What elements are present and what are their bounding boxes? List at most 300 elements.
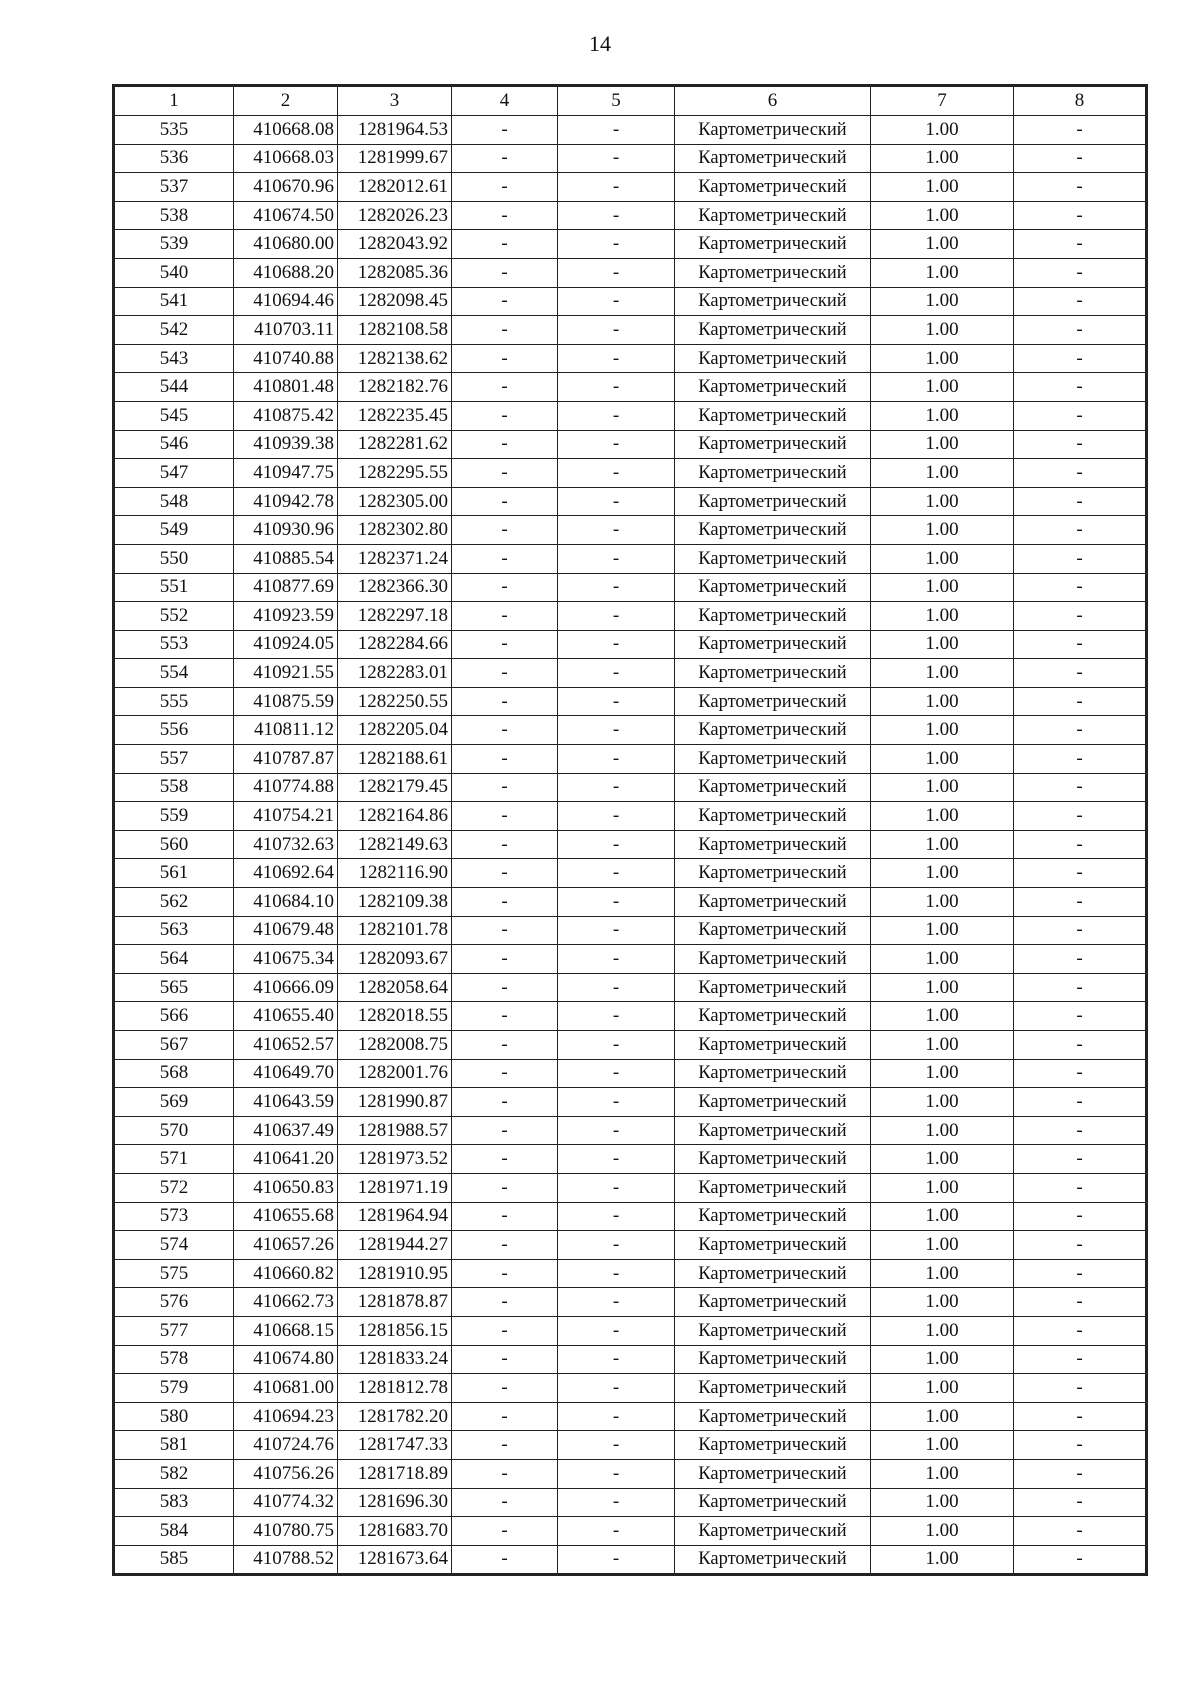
column-4-cell: - <box>452 116 558 145</box>
column-5-cell: - <box>558 1116 675 1145</box>
x-coordinate-cell: 410668.15 <box>234 1316 338 1345</box>
accuracy-cell: 1.00 <box>871 659 1014 688</box>
table-row <box>115 945 1146 974</box>
x-coordinate-cell: 410680.00 <box>234 230 338 259</box>
point-number-cell: 565 <box>115 973 234 1002</box>
table-row <box>115 716 1146 745</box>
column-4-cell: - <box>452 773 558 802</box>
accuracy-cell: 1.00 <box>871 201 1014 230</box>
column-4-cell: - <box>452 344 558 373</box>
table-row <box>115 745 1146 774</box>
method-cell: Картометрический <box>675 773 871 802</box>
y-coordinate-cell: 1282093.67 <box>338 945 452 974</box>
x-coordinate-cell: 410649.70 <box>234 1059 338 1088</box>
method-cell: Картометрический <box>675 1173 871 1202</box>
table-row <box>115 888 1146 917</box>
y-coordinate-cell: 1282085.36 <box>338 258 452 287</box>
point-number-cell: 556 <box>115 716 234 745</box>
point-number-cell: 559 <box>115 802 234 831</box>
method-cell: Картометрический <box>675 1459 871 1488</box>
column-5-cell: - <box>558 802 675 831</box>
y-coordinate-cell: 1281718.89 <box>338 1459 452 1488</box>
x-coordinate-cell: 410660.82 <box>234 1259 338 1288</box>
y-coordinate-cell: 1281747.33 <box>338 1431 452 1460</box>
method-cell: Картометрический <box>675 1031 871 1060</box>
column-4-cell: - <box>452 1316 558 1345</box>
column-5-cell: - <box>558 287 675 316</box>
method-cell: Картометрический <box>675 1545 871 1574</box>
method-cell: Картометрический <box>675 1088 871 1117</box>
method-cell: Картометрический <box>675 888 871 917</box>
column-8-cell: - <box>1014 1345 1146 1374</box>
column-8-cell: - <box>1014 773 1146 802</box>
y-coordinate-cell: 1282149.63 <box>338 830 452 859</box>
column-8-cell: - <box>1014 201 1146 230</box>
x-coordinate-cell: 410652.57 <box>234 1031 338 1060</box>
x-coordinate-cell: 410681.00 <box>234 1374 338 1403</box>
column-8-cell: - <box>1014 745 1146 774</box>
column-8-cell: - <box>1014 859 1146 888</box>
column-8-cell: - <box>1014 1431 1146 1460</box>
accuracy-cell: 1.00 <box>871 1002 1014 1031</box>
y-coordinate-cell: 1282164.86 <box>338 802 452 831</box>
table-row <box>115 659 1146 688</box>
column-8-cell: - <box>1014 401 1146 430</box>
column-8-cell: - <box>1014 1459 1146 1488</box>
column-4-cell: - <box>452 716 558 745</box>
column-8-cell: - <box>1014 1316 1146 1345</box>
y-coordinate-cell: 1282138.62 <box>338 344 452 373</box>
x-coordinate-cell: 410774.88 <box>234 773 338 802</box>
y-coordinate-cell: 1282101.78 <box>338 916 452 945</box>
accuracy-cell: 1.00 <box>871 516 1014 545</box>
column-4-cell: - <box>452 1031 558 1060</box>
column-8-cell: - <box>1014 144 1146 173</box>
y-coordinate-cell: 1281833.24 <box>338 1345 452 1374</box>
coordinates-table <box>114 86 1146 1574</box>
column-5-cell: - <box>558 1231 675 1260</box>
table-row <box>115 630 1146 659</box>
column-8-cell: - <box>1014 573 1146 602</box>
column-4-cell: - <box>452 201 558 230</box>
column-5-cell: - <box>558 1431 675 1460</box>
table-row <box>115 430 1146 459</box>
column-4-cell: - <box>452 1202 558 1231</box>
column-4-cell: - <box>452 1459 558 1488</box>
point-number-cell: 581 <box>115 1431 234 1460</box>
column-5-cell: - <box>558 1259 675 1288</box>
y-coordinate-cell: 1282297.18 <box>338 602 452 631</box>
table-row <box>115 1545 1146 1574</box>
accuracy-cell: 1.00 <box>871 859 1014 888</box>
table-row <box>115 230 1146 259</box>
method-cell: Картометрический <box>675 544 871 573</box>
table-row <box>115 1431 1146 1460</box>
accuracy-cell: 1.00 <box>871 973 1014 1002</box>
table-row <box>115 1459 1146 1488</box>
x-coordinate-cell: 410811.12 <box>234 716 338 745</box>
y-coordinate-cell: 1281782.20 <box>338 1402 452 1431</box>
x-coordinate-cell: 410694.46 <box>234 287 338 316</box>
column-8-cell: - <box>1014 716 1146 745</box>
y-coordinate-cell: 1281990.87 <box>338 1088 452 1117</box>
accuracy-cell: 1.00 <box>871 401 1014 430</box>
table-row <box>115 1031 1146 1060</box>
column-5-cell: - <box>558 687 675 716</box>
method-cell: Картометрический <box>675 973 871 1002</box>
column-4-cell: - <box>452 1059 558 1088</box>
accuracy-cell: 1.00 <box>871 888 1014 917</box>
method-cell: Картометрический <box>675 1488 871 1517</box>
point-number-cell: 555 <box>115 687 234 716</box>
accuracy-cell: 1.00 <box>871 745 1014 774</box>
column-8-cell: - <box>1014 1031 1146 1060</box>
method-cell: Картометрический <box>675 745 871 774</box>
accuracy-cell: 1.00 <box>871 1431 1014 1460</box>
method-cell: Картометрический <box>675 344 871 373</box>
method-cell: Картометрический <box>675 316 871 345</box>
table-body <box>115 116 1146 1574</box>
point-number-cell: 542 <box>115 316 234 345</box>
table-row <box>115 144 1146 173</box>
y-coordinate-cell: 1282116.90 <box>338 859 452 888</box>
x-coordinate-cell: 410692.64 <box>234 859 338 888</box>
table-row <box>115 173 1146 202</box>
x-coordinate-cell: 410641.20 <box>234 1145 338 1174</box>
x-coordinate-cell: 410674.80 <box>234 1345 338 1374</box>
method-cell: Картометрический <box>675 1059 871 1088</box>
column-8-cell: - <box>1014 287 1146 316</box>
accuracy-cell: 1.00 <box>871 230 1014 259</box>
column-5-cell: - <box>558 1402 675 1431</box>
column-8-cell: - <box>1014 487 1146 516</box>
accuracy-cell: 1.00 <box>871 830 1014 859</box>
point-number-cell: 537 <box>115 173 234 202</box>
column-8-cell: - <box>1014 1545 1146 1574</box>
column-5-cell: - <box>558 1088 675 1117</box>
y-coordinate-cell: 1281910.95 <box>338 1259 452 1288</box>
accuracy-cell: 1.00 <box>871 1316 1014 1345</box>
method-cell: Картометрический <box>675 116 871 145</box>
column-header: 6 <box>675 87 871 116</box>
accuracy-cell: 1.00 <box>871 487 1014 516</box>
point-number-cell: 548 <box>115 487 234 516</box>
method-cell: Картометрический <box>675 401 871 430</box>
column-8-cell: - <box>1014 1002 1146 1031</box>
table-row <box>115 1517 1146 1546</box>
point-number-cell: 585 <box>115 1545 234 1574</box>
x-coordinate-cell: 410877.69 <box>234 573 338 602</box>
y-coordinate-cell: 1281944.27 <box>338 1231 452 1260</box>
table-row <box>115 201 1146 230</box>
column-4-cell: - <box>452 1288 558 1317</box>
x-coordinate-cell: 410674.50 <box>234 201 338 230</box>
table-row <box>115 1259 1146 1288</box>
column-4-cell: - <box>452 1345 558 1374</box>
table-row <box>115 1059 1146 1088</box>
column-8-cell: - <box>1014 258 1146 287</box>
y-coordinate-cell: 1282001.76 <box>338 1059 452 1088</box>
x-coordinate-cell: 410668.08 <box>234 116 338 145</box>
table-row <box>115 487 1146 516</box>
x-coordinate-cell: 410662.73 <box>234 1288 338 1317</box>
x-coordinate-cell: 410787.87 <box>234 745 338 774</box>
column-8-cell: - <box>1014 1088 1146 1117</box>
table-row <box>115 1231 1146 1260</box>
y-coordinate-cell: 1282281.62 <box>338 430 452 459</box>
accuracy-cell: 1.00 <box>871 687 1014 716</box>
column-8-cell: - <box>1014 1059 1146 1088</box>
y-coordinate-cell: 1281973.52 <box>338 1145 452 1174</box>
table-row <box>115 973 1146 1002</box>
table-row <box>115 802 1146 831</box>
method-cell: Картометрический <box>675 1145 871 1174</box>
column-5-cell: - <box>558 1202 675 1231</box>
method-cell: Картометрический <box>675 287 871 316</box>
column-5-cell: - <box>558 716 675 745</box>
accuracy-cell: 1.00 <box>871 1259 1014 1288</box>
point-number-cell: 546 <box>115 430 234 459</box>
method-cell: Картометрический <box>675 602 871 631</box>
table-row <box>115 916 1146 945</box>
x-coordinate-cell: 410921.55 <box>234 659 338 688</box>
column-4-cell: - <box>452 745 558 774</box>
x-coordinate-cell: 410875.42 <box>234 401 338 430</box>
x-coordinate-cell: 410670.96 <box>234 173 338 202</box>
y-coordinate-cell: 1281878.87 <box>338 1288 452 1317</box>
column-4-cell: - <box>452 916 558 945</box>
column-5-cell: - <box>558 344 675 373</box>
accuracy-cell: 1.00 <box>871 430 1014 459</box>
column-4-cell: - <box>452 1116 558 1145</box>
accuracy-cell: 1.00 <box>871 1545 1014 1574</box>
y-coordinate-cell: 1282371.24 <box>338 544 452 573</box>
accuracy-cell: 1.00 <box>871 1173 1014 1202</box>
table-row <box>115 373 1146 402</box>
x-coordinate-cell: 410754.21 <box>234 802 338 831</box>
y-coordinate-cell: 1282205.04 <box>338 716 452 745</box>
column-5-cell: - <box>558 573 675 602</box>
method-cell: Картометрический <box>675 1259 871 1288</box>
column-5-cell: - <box>558 258 675 287</box>
column-5-cell: - <box>558 173 675 202</box>
column-4-cell: - <box>452 1002 558 1031</box>
x-coordinate-cell: 410684.10 <box>234 888 338 917</box>
point-number-cell: 553 <box>115 630 234 659</box>
column-4-cell: - <box>452 1517 558 1546</box>
point-number-cell: 573 <box>115 1202 234 1231</box>
column-8-cell: - <box>1014 973 1146 1002</box>
column-4-cell: - <box>452 888 558 917</box>
x-coordinate-cell: 410688.20 <box>234 258 338 287</box>
table-row <box>115 573 1146 602</box>
table-row <box>115 1145 1146 1174</box>
y-coordinate-cell: 1282250.55 <box>338 687 452 716</box>
y-coordinate-cell: 1281964.94 <box>338 1202 452 1231</box>
x-coordinate-cell: 410942.78 <box>234 487 338 516</box>
point-number-cell: 582 <box>115 1459 234 1488</box>
column-8-cell: - <box>1014 516 1146 545</box>
method-cell: Картометрический <box>675 430 871 459</box>
column-5-cell: - <box>558 1459 675 1488</box>
method-cell: Картометрический <box>675 859 871 888</box>
x-coordinate-cell: 410637.49 <box>234 1116 338 1145</box>
method-cell: Картометрический <box>675 573 871 602</box>
method-cell: Картометрический <box>675 1002 871 1031</box>
y-coordinate-cell: 1282366.30 <box>338 573 452 602</box>
x-coordinate-cell: 410801.48 <box>234 373 338 402</box>
point-number-cell: 576 <box>115 1288 234 1317</box>
column-4-cell: - <box>452 630 558 659</box>
y-coordinate-cell: 1282098.45 <box>338 287 452 316</box>
column-4-cell: - <box>452 287 558 316</box>
point-number-cell: 564 <box>115 945 234 974</box>
x-coordinate-cell: 410740.88 <box>234 344 338 373</box>
table-row <box>115 1316 1146 1345</box>
column-header: 4 <box>452 87 558 116</box>
table-row <box>115 1116 1146 1145</box>
accuracy-cell: 1.00 <box>871 173 1014 202</box>
column-8-cell: - <box>1014 1288 1146 1317</box>
x-coordinate-cell: 410668.03 <box>234 144 338 173</box>
column-5-cell: - <box>558 544 675 573</box>
column-8-cell: - <box>1014 1374 1146 1403</box>
y-coordinate-cell: 1281971.19 <box>338 1173 452 1202</box>
accuracy-cell: 1.00 <box>871 1402 1014 1431</box>
x-coordinate-cell: 410774.32 <box>234 1488 338 1517</box>
column-4-cell: - <box>452 1431 558 1460</box>
point-number-cell: 543 <box>115 344 234 373</box>
table-row <box>115 1202 1146 1231</box>
method-cell: Картометрический <box>675 1116 871 1145</box>
y-coordinate-cell: 1282302.80 <box>338 516 452 545</box>
column-4-cell: - <box>452 1545 558 1574</box>
column-8-cell: - <box>1014 802 1146 831</box>
method-cell: Картометрический <box>675 716 871 745</box>
column-5-cell: - <box>558 1316 675 1345</box>
table-row <box>115 1402 1146 1431</box>
x-coordinate-cell: 410788.52 <box>234 1545 338 1574</box>
x-coordinate-cell: 410875.59 <box>234 687 338 716</box>
accuracy-cell: 1.00 <box>871 1059 1014 1088</box>
point-number-cell: 554 <box>115 659 234 688</box>
x-coordinate-cell: 410885.54 <box>234 544 338 573</box>
x-coordinate-cell: 410923.59 <box>234 602 338 631</box>
x-coordinate-cell: 410756.26 <box>234 1459 338 1488</box>
point-number-cell: 557 <box>115 745 234 774</box>
accuracy-cell: 1.00 <box>871 773 1014 802</box>
y-coordinate-cell: 1282043.92 <box>338 230 452 259</box>
y-coordinate-cell: 1281964.53 <box>338 116 452 145</box>
table-row <box>115 830 1146 859</box>
method-cell: Картометрический <box>675 830 871 859</box>
x-coordinate-cell: 410724.76 <box>234 1431 338 1460</box>
method-cell: Картометрический <box>675 1202 871 1231</box>
x-coordinate-cell: 410675.34 <box>234 945 338 974</box>
x-coordinate-cell: 410650.83 <box>234 1173 338 1202</box>
point-number-cell: 578 <box>115 1345 234 1374</box>
x-coordinate-cell: 410732.63 <box>234 830 338 859</box>
column-4-cell: - <box>452 945 558 974</box>
method-cell: Картометрический <box>675 516 871 545</box>
point-number-cell: 563 <box>115 916 234 945</box>
column-4-cell: - <box>452 973 558 1002</box>
method-cell: Картометрический <box>675 916 871 945</box>
point-number-cell: 550 <box>115 544 234 573</box>
point-number-cell: 574 <box>115 1231 234 1260</box>
column-8-cell: - <box>1014 1259 1146 1288</box>
point-number-cell: 561 <box>115 859 234 888</box>
accuracy-cell: 1.00 <box>871 1488 1014 1517</box>
method-cell: Картометрический <box>675 1231 871 1260</box>
point-number-cell: 566 <box>115 1002 234 1031</box>
accuracy-cell: 1.00 <box>871 630 1014 659</box>
column-8-cell: - <box>1014 1231 1146 1260</box>
y-coordinate-cell: 1281856.15 <box>338 1316 452 1345</box>
column-5-cell: - <box>558 916 675 945</box>
column-5-cell: - <box>558 973 675 1002</box>
column-4-cell: - <box>452 230 558 259</box>
column-8-cell: - <box>1014 230 1146 259</box>
point-number-cell: 552 <box>115 602 234 631</box>
column-4-cell: - <box>452 459 558 488</box>
column-4-cell: - <box>452 1231 558 1260</box>
column-8-cell: - <box>1014 173 1146 202</box>
point-number-cell: 545 <box>115 401 234 430</box>
column-5-cell: - <box>558 1288 675 1317</box>
accuracy-cell: 1.00 <box>871 1459 1014 1488</box>
x-coordinate-cell: 410655.68 <box>234 1202 338 1231</box>
x-coordinate-cell: 410947.75 <box>234 459 338 488</box>
column-4-cell: - <box>452 1173 558 1202</box>
column-5-cell: - <box>558 1517 675 1546</box>
method-cell: Картометрический <box>675 230 871 259</box>
column-5-cell: - <box>558 602 675 631</box>
y-coordinate-cell: 1282018.55 <box>338 1002 452 1031</box>
x-coordinate-cell: 410930.96 <box>234 516 338 545</box>
column-5-cell: - <box>558 459 675 488</box>
column-5-cell: - <box>558 945 675 974</box>
column-4-cell: - <box>452 316 558 345</box>
column-8-cell: - <box>1014 1488 1146 1517</box>
table-row <box>115 1488 1146 1517</box>
table-row <box>115 1374 1146 1403</box>
point-number-cell: 549 <box>115 516 234 545</box>
column-5-cell: - <box>558 1173 675 1202</box>
y-coordinate-cell: 1282295.55 <box>338 459 452 488</box>
method-cell: Картометрический <box>675 1431 871 1460</box>
column-5-cell: - <box>558 1059 675 1088</box>
table-row <box>115 544 1146 573</box>
accuracy-cell: 1.00 <box>871 287 1014 316</box>
point-number-cell: 570 <box>115 1116 234 1145</box>
x-coordinate-cell: 410679.48 <box>234 916 338 945</box>
y-coordinate-cell: 1282058.64 <box>338 973 452 1002</box>
point-number-cell: 568 <box>115 1059 234 1088</box>
y-coordinate-cell: 1282283.01 <box>338 659 452 688</box>
table-row <box>115 859 1146 888</box>
column-8-cell: - <box>1014 373 1146 402</box>
accuracy-cell: 1.00 <box>871 916 1014 945</box>
column-8-cell: - <box>1014 916 1146 945</box>
page-number: 14 <box>589 31 611 56</box>
accuracy-cell: 1.00 <box>871 1517 1014 1546</box>
point-number-cell: 560 <box>115 830 234 859</box>
column-5-cell: - <box>558 201 675 230</box>
point-number-cell: 540 <box>115 258 234 287</box>
table-row <box>115 1345 1146 1374</box>
accuracy-cell: 1.00 <box>871 344 1014 373</box>
